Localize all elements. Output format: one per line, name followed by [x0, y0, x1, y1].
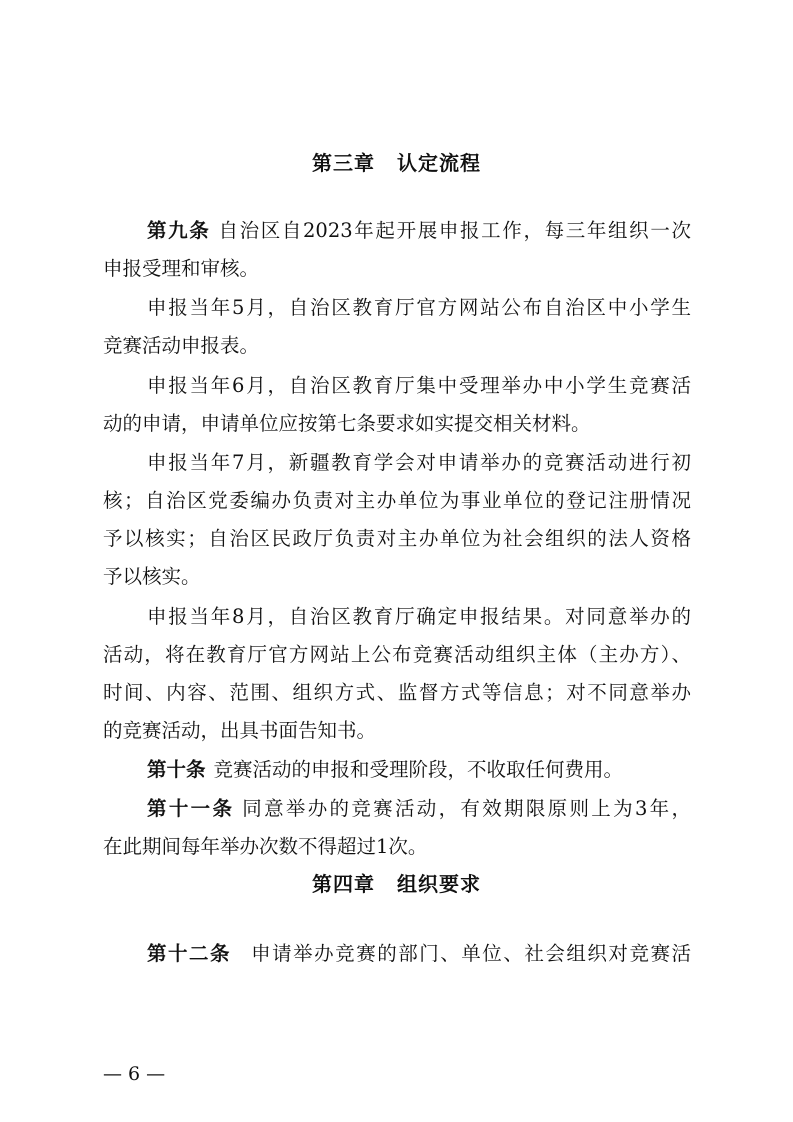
chapter-3-heading: [0, 147, 793, 176]
june-paragraph-line-1: 申报当年6月，自治区教育厅集中受理举办中小学生竞赛活: [147, 374, 691, 397]
chapter-3-label: 第三章: [312, 151, 375, 175]
chapter-4-title: 组织要求: [397, 872, 481, 896]
article-10: 第十条 竞赛活动的申报和受理阶段，不收取任何费用。: [147, 758, 624, 781]
august-paragraph-line-1: 申报当年8月，自治区教育厅确定申报结果。对同意举办的: [147, 605, 691, 628]
chapter-4-heading: [0, 868, 793, 897]
july-paragraph-line-4: 予以核实。: [103, 565, 201, 588]
article-9-label: 第九条: [147, 219, 211, 242]
chapter-4-label: 第四章: [312, 872, 375, 896]
july-paragraph-line-3: 予以核实；自治区民政厅负责对主办单位为社会组织的法人资格: [103, 527, 691, 550]
article-12-label: 第十二条: [147, 942, 232, 965]
article-11-line-1: 第十一条 同意举办的竞赛活动，有效期限原则上为3年，: [147, 797, 691, 820]
july-paragraph-line-2: 核；自治区党委编办负责对主办单位为事业单位的登记注册情况: [103, 489, 691, 512]
article-10-label: 第十条: [147, 758, 206, 781]
page-number: — 6 —: [103, 1063, 166, 1085]
june-paragraph-line-2: 动的申请，申请单位应按第七条要求如实提交相关材料。: [103, 412, 591, 435]
article-12-line-1: 第十二条 申请举办竞赛的部门、单位、社会组织对竞赛活: [147, 942, 691, 965]
may-paragraph-line-2: 竞赛活动申报表。: [103, 334, 260, 357]
august-paragraph-line-2: 活动，将在教育厅官方网站上公布竞赛活动组织主体（主办方）、: [103, 643, 691, 666]
article-9-line-2: 申报受理和审核。: [103, 257, 260, 280]
chapter-3-title: 认定流程: [397, 151, 481, 175]
article-11-line-2: 在此期间每年举办次数不得超过1次。: [103, 835, 428, 858]
august-paragraph-line-4: 的竞赛活动，出具书面告知书。: [103, 719, 377, 742]
may-paragraph-line-1: 申报当年5月，自治区教育厅官方网站公布自治区中小学生: [147, 296, 691, 319]
article-9-line-1: 第九条 自治区自2023年起开展申报工作，每三年组织一次: [147, 219, 691, 242]
august-paragraph-line-3: 时间、内容、范围、组织方式、监督方式等信息；对不同意举办: [103, 681, 691, 704]
july-paragraph-line-1: 申报当年7月，新疆教育学会对申请举办的竞赛活动进行初: [147, 451, 691, 474]
article-11-label: 第十一条: [147, 797, 235, 820]
